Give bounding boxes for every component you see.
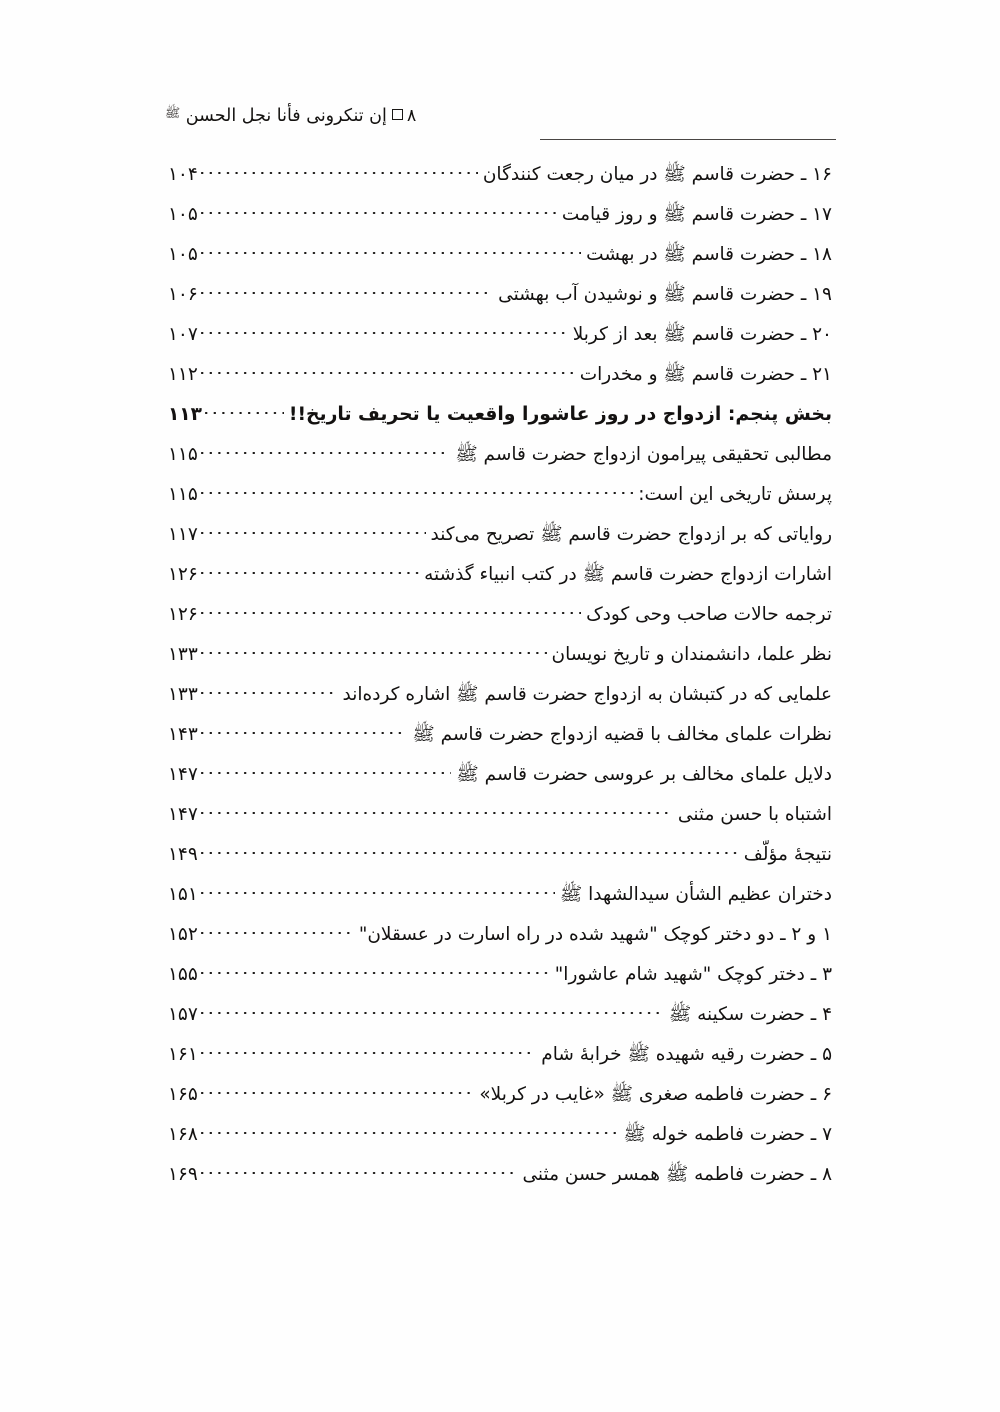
toc-entry-page-number: ۱۴۷ xyxy=(168,804,198,825)
toc-dot-leader xyxy=(201,562,419,581)
toc-entry-title: دختران عظیم الشأن سیدالشهدا ﷺ xyxy=(559,884,832,905)
toc-entry-row[interactable] xyxy=(168,435,832,475)
toc-entry-page-number: ۱۰۵ xyxy=(168,244,198,265)
toc-entry-page-number: ۱۲۶ xyxy=(168,604,198,625)
toc-entry-page-number: ۱۵۵ xyxy=(168,964,198,985)
toc-dot-leader xyxy=(201,442,451,461)
toc-dot-leader xyxy=(201,482,633,501)
toc-entry-title: نظر علما، دانشمندان و تاریخ نویسان xyxy=(551,644,832,665)
toc-entry-page-number: ۱۳۳ xyxy=(168,684,198,705)
toc-entry-page-number: ۱۶۹ xyxy=(168,1164,198,1185)
toc-entry-row[interactable] xyxy=(168,995,832,1035)
toc-entry-page-number: ۱۰۴ xyxy=(168,164,198,185)
toc-dot-leader xyxy=(201,802,673,821)
toc-entry-title: ۱ و ۲ ـ دو دختر کوچک "شهید شده در راه اسارت در عسقلان" xyxy=(358,924,832,945)
toc-entry-title: روایاتی که بر ازدواج حضرت قاسم ﷺ تصریح می‌کند xyxy=(430,524,832,545)
toc-entry-title: ۱۹ ـ حضرت قاسم ﷺ و نوشیدن آب بهشتی xyxy=(498,284,832,305)
toc-entry-page-number: ۱۶۵ xyxy=(168,1084,198,1105)
toc-dot-leader xyxy=(201,242,581,261)
toc-entry-title: ۲۰ ـ حضرت قاسم ﷺ بعد از کربلا xyxy=(572,324,832,345)
header-divider-rule xyxy=(540,139,836,140)
toc-dot-leader xyxy=(201,282,493,301)
toc-entry-page-number: ۱۳۳ xyxy=(168,644,198,665)
toc-entry-page-number: ۱۲۶ xyxy=(168,564,198,585)
toc-dot-leader xyxy=(201,962,550,981)
toc-entry-title: ۱۸ ـ حضرت قاسم ﷺ در بهشت xyxy=(586,244,832,265)
toc-dot-leader xyxy=(201,522,426,541)
toc-entry-page-number: ۱۱۳ xyxy=(168,404,202,425)
toc-dot-leader xyxy=(201,202,557,221)
toc-entry-page-number: ۱۱۵ xyxy=(168,484,198,505)
toc-entry-page-number: ۱۱۷ xyxy=(168,524,198,545)
toc-dot-leader xyxy=(201,1082,475,1101)
toc-entry-row[interactable] xyxy=(168,675,832,715)
toc-entry-title: ۴ ـ حضرت سکینه ﷺ xyxy=(668,1004,832,1025)
toc-entry-title: ترجمه حالات صاحب وحی کودک xyxy=(586,604,832,625)
toc-dot-leader xyxy=(201,922,354,941)
toc-dot-leader xyxy=(201,642,547,661)
toc-dot-leader xyxy=(201,762,452,781)
toc-dot-leader xyxy=(201,722,408,741)
toc-entry-title: ۱۶ ـ حضرت قاسم ﷺ در میان رجعت کنندگان xyxy=(482,164,832,185)
toc-dot-leader xyxy=(201,362,575,381)
toc-entry-page-number: ۱۶۱ xyxy=(168,1044,198,1065)
toc-entry-row[interactable] xyxy=(168,755,832,795)
toc-entry-row[interactable] xyxy=(168,835,832,875)
toc-entry-row[interactable] xyxy=(168,155,832,195)
running-header xyxy=(165,103,835,129)
toc-entry-row[interactable] xyxy=(168,315,832,355)
toc-entry-row[interactable] xyxy=(168,195,832,235)
toc-entry-row[interactable] xyxy=(168,355,832,395)
toc-entry-title: دلایل علمای مخالف بر عروسی حضرت قاسم ﷺ xyxy=(456,764,832,785)
toc-entry-row[interactable] xyxy=(168,795,832,835)
toc-entry-row[interactable] xyxy=(168,1115,832,1155)
toc-entry-row[interactable] xyxy=(168,275,832,315)
toc-entry-page-number: ۱۰۵ xyxy=(168,204,198,225)
toc-entry-title: ۵ ـ حضرت رقیه شهیده ﷺ خرابهٔ شام xyxy=(541,1044,832,1065)
toc-dot-leader xyxy=(201,162,478,181)
toc-entry-row[interactable] xyxy=(168,235,832,275)
toc-entry-row[interactable] xyxy=(168,635,832,675)
toc-dot-leader xyxy=(201,1042,536,1061)
toc-entry-page-number: ۱۴۷ xyxy=(168,764,198,785)
toc-entry-title: بخش پنجم: ازدواج در روز عاشورا واقعیت یا تحریف تاریخ!! xyxy=(288,404,832,425)
toc-entry-title: ۱۷ ـ حضرت قاسم ﷺ و روز قیامت xyxy=(561,204,832,225)
toc-entry-page-number: ۱۱۲ xyxy=(168,364,198,385)
toc-entry-page-number: ۱۰۶ xyxy=(168,284,198,305)
toc-entry-page-number: ۱۴۹ xyxy=(168,844,198,865)
toc-entry-title: نظرات علمای مخالف با قضیه ازدواج حضرت قاسم ﷺ xyxy=(412,724,832,745)
toc-entry-row[interactable] xyxy=(168,715,832,755)
honorific-icon: ﷺ xyxy=(165,105,181,121)
toc-dot-leader xyxy=(201,322,568,341)
toc-entry-title: پرسش تاریخی این است: xyxy=(638,484,832,505)
toc-entry-title: ۶ ـ حضرت فاطمه صغری ﷺ «غایب در کربلا» xyxy=(479,1084,832,1105)
toc-dot-leader xyxy=(201,882,555,901)
toc-entry-title: اشتباه با حسن مثنی xyxy=(677,804,832,825)
square-bullet-icon xyxy=(392,109,403,120)
toc-entry-page-number: ۱۶۸ xyxy=(168,1124,198,1145)
toc-entry-title: علمایی که در کتبشان به ازدواج حضرت قاسم ﷺ اشاره کرده‌اند xyxy=(342,684,832,705)
toc-entry-row[interactable] xyxy=(168,475,832,515)
toc-entry-page-number: ۱۵۷ xyxy=(168,1004,198,1025)
toc-entry-title: ۸ ـ حضرت فاطمه ﷺ همسر حسن مثنی xyxy=(522,1164,832,1185)
toc-dot-leader xyxy=(201,1162,518,1181)
toc-entry-page-number: ۱۱۵ xyxy=(168,444,198,465)
toc-entry-row[interactable] xyxy=(168,1075,832,1115)
toc-entry-title: نتیجهٔ مؤلّف xyxy=(743,844,832,865)
toc-entry-page-number: ۱۴۳ xyxy=(168,724,198,745)
toc-entry-row[interactable] xyxy=(168,955,832,995)
toc-entry-row[interactable] xyxy=(168,915,832,955)
toc-entry-title: ۲۱ ـ حضرت قاسم ﷺ و مخدرات xyxy=(579,364,832,385)
toc-dot-leader xyxy=(205,401,284,420)
toc-entry-page-number: ۱۵۲ xyxy=(168,924,198,945)
page-folio-number: ۸ xyxy=(406,106,417,126)
toc-entry-page-number: ۱۰۷ xyxy=(168,324,198,345)
toc-entry-row[interactable] xyxy=(168,555,832,595)
toc-entry-title: ۳ ـ دختر کوچک "شهید شام عاشورا" xyxy=(554,964,832,985)
toc-entry-title: مطالبی تحقیقی پیرامون ازدواج حضرت قاسم ﷺ xyxy=(455,444,832,465)
toc-entry-row[interactable] xyxy=(168,1155,832,1195)
toc-entry-row[interactable] xyxy=(168,1035,832,1075)
table-of-contents xyxy=(168,155,832,1195)
toc-entry-row[interactable] xyxy=(168,875,832,915)
toc-entry-row[interactable] xyxy=(168,595,832,635)
running-header-title: إن تنكرونى فأنا نجل الحسن xyxy=(185,106,387,126)
toc-dot-leader xyxy=(201,602,581,621)
toc-section-row[interactable] xyxy=(168,395,832,435)
toc-dot-leader xyxy=(201,682,338,701)
toc-entry-row[interactable] xyxy=(168,515,832,555)
toc-dot-leader xyxy=(201,842,739,861)
running-header-line xyxy=(165,103,835,129)
toc-dot-leader xyxy=(201,1002,664,1021)
toc-dot-leader xyxy=(201,1122,619,1141)
toc-entry-title: ۷ ـ حضرت فاطمه خوله ﷺ xyxy=(623,1124,832,1145)
toc-entry-page-number: ۱۵۱ xyxy=(168,884,198,905)
toc-entry-title: اشارات ازدواج حضرت قاسم ﷺ در کتب انبیاء گذشته xyxy=(424,564,832,585)
running-header-content xyxy=(165,103,416,129)
